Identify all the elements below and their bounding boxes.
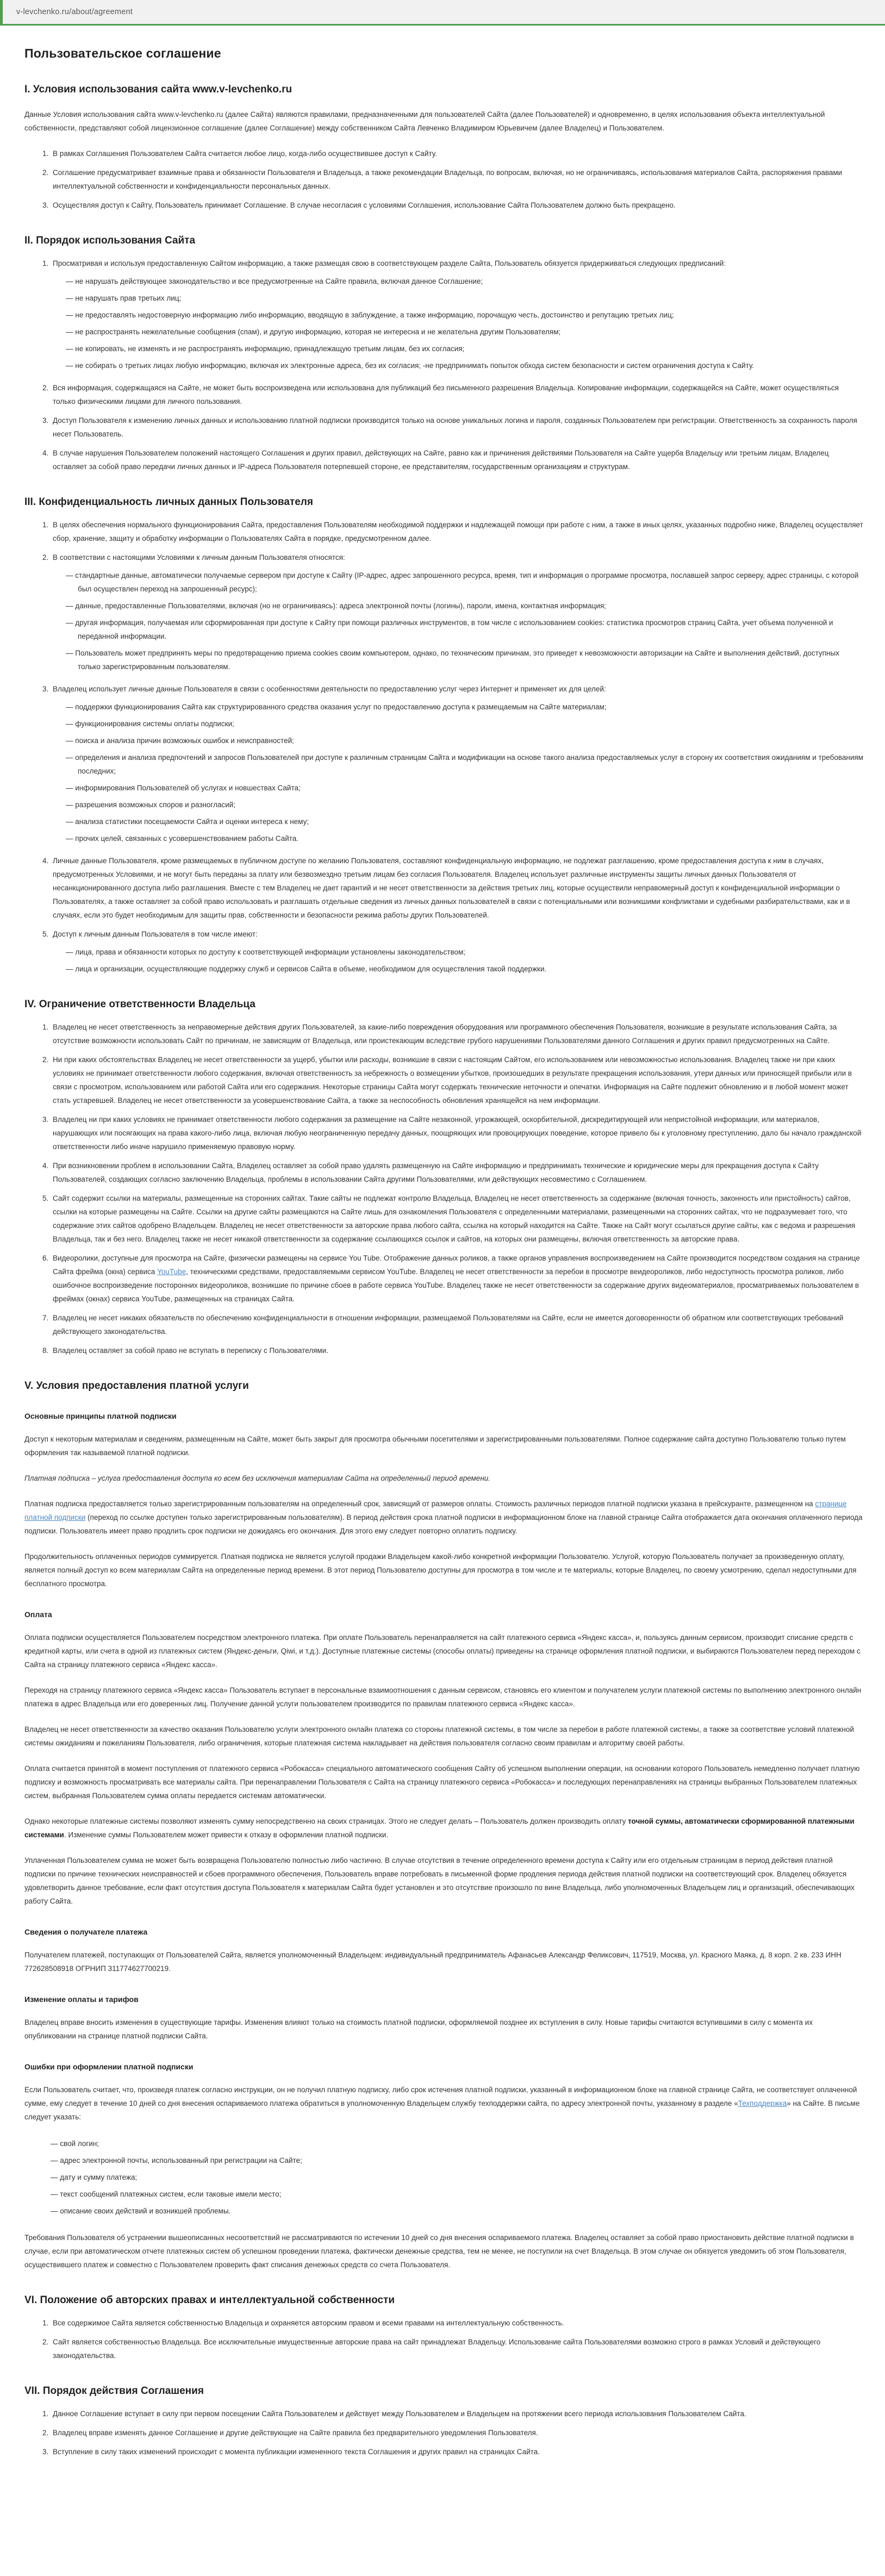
dash-list-item [51,2204,863,2218]
text-run: Получателем платежей, поступающих от Пользователей Сайта, является уполномоченный Владельцем: индивидуальный предприниматель Афанасьев Александр Феликсович, 117519, Москва, ул. Красного Маяка, д. 8 корп. 2 кв. 233 ИНН 772628508918 ОГРНИП 311774627700219. [24,1951,842,1973]
text-run: Владелец вправе вносить изменения в существующие тарифы. Изменения влияют только на стоимость платной подписки, оформляемой позднее их вступления в силу. Новые тарифы считаются вступившими в силу с момента их опубликовании на странице платной подписки Сайта. [24,2018,813,2040]
dash-list-item [66,781,863,795]
text-run: Вступление в силу таких изменений происходит с момента публикации измененного текста Соглашения и других правил на страницах Сайта. [53,2448,540,2456]
text-run: другая информация, получаемая или сформированная при доступе к Сайту при помощи различных инструментов, в том числе с использованием cookies: статистика просмотров страниц Сайта, учет объема полученной и переданной информации. [75,619,833,640]
dash-list-item [51,2154,863,2167]
text-run: В соответствии с настоящими Условиями к личным данным Пользователя относятся: [53,553,345,562]
dash-list-item [66,962,863,976]
text-run: Вся информация, содержащаяся на Сайте, не может быть воспроизведена или использована для публикаций без письменного разрешения Владельца. Копирование информации, содержащейся на Сайте, может осуществляться только физическими лицами для личного пользования. [53,384,839,406]
numbered-list-item [51,1159,863,1186]
text-run: не копировать, не изменять и не распространять информацию, принадлежащую третьим лицам, без их согласия; [75,345,465,353]
dash-list-item [66,717,863,731]
paragraph [24,1814,863,1842]
numbered-list-item [51,682,863,845]
text-run: функционирования системы оплаты подписки; [75,720,234,728]
text-run: Владелец вправе изменять данное Соглашение и другие действующие на Сайте правила без предварительного уведомления Пользователя. [53,2429,538,2437]
paragraph [24,2016,863,2043]
text-run: поиска и анализа причин возможных ошибок и неисправностей; [75,737,294,745]
paragraph [24,1854,863,1908]
paragraph [24,1471,863,1485]
dash-list [53,569,863,673]
tab-accent-stripe [0,0,3,24]
browser-chrome [0,0,885,26]
dash-list [24,2137,863,2218]
text-run: Соглашение предусматривает взаимные права и обязанности Пользователя и Владельца, а также рекомендации Владельца, по вопросам, включая, но не ограничиваясь, использования материалов Сайта, распоряжения правами интеллектуальной собственности и конфиденциальности персональных данных. [53,169,843,190]
paragraph [24,1723,863,1750]
page-title: Пользовательское соглашение [24,46,221,60]
numbered-list-item [51,1311,863,1338]
dash-list-item [66,308,863,322]
paragraph [24,1631,863,1671]
dash-list-item [66,815,863,828]
text-run: Пользователь может предпринять меры по предотвращению приема cookies своим компьютером, однако, по техническим причинам, это приведет к невозможности авторизации на Сайте и выполнения действий, доступных только зарегистрированным пользователям. [75,649,839,671]
text-run: Переходя на страницу платежного сервиса «Яндекс касса» Пользователь вступает в персональные взаимоотношения с данным сервисом, становясь его клиентом и получателем услуги платежной системы по выполнению электронного онлайн платежа в адрес Владельца или его доверенных лиц. Получение данной услуги пользователем производится по правилам платежного сервиса «Яндекс касса». [24,1686,862,1708]
section-heading: V. Условия предоставления платной услуги [24,1380,249,1392]
dash-list-item [66,751,863,778]
numbered-list-item [51,147,863,160]
subsection-heading: Изменение оплаты и тарифов [24,1995,139,2004]
numbered-list [24,1020,863,1357]
numbered-list-item [51,1344,863,1357]
section-heading: VI. Положение об авторских правах и интеллектуальной собственности [24,2294,395,2306]
text-run: Владелец использует личные данные Пользователя в связи с особенностями деятельности по предоставлению услуг через Интернет и применяет их для целей: [53,685,606,693]
dash-list-item [51,2187,863,2201]
section-heading: VII. Порядок действия Соглашения [24,2385,204,2397]
subsection-heading: Сведения о получателе платежа [24,1928,148,1936]
dash-list-item [66,291,863,305]
paragraph [24,108,863,135]
numbered-list [24,2407,863,2459]
numbered-list-item [51,1192,863,1246]
subsection-heading: Ошибки при оформлении платной подписки [24,2062,194,2071]
dash-list-item [51,2170,863,2184]
dash-list-item [51,2137,863,2150]
text-run: При возникновении проблем в использовании Сайта, Владелец оставляет за собой право удалять размещенную на Сайте информацию и предпринимать технические и юридические меры для прекращения доступа к Сайту Пользователей, создающих согласно заключению Владельца, проблемы в использовании Сайта другими Пользователями, или действующих несовместимо с Соглашением. [53,1162,819,1183]
loading-accent-line [0,24,885,26]
text-run: поддержки функционирования Сайта как структурированного средства оказания услуг по предоставлению доступа к размещаемым на Сайте материалам; [75,703,607,711]
section-heading: II. Порядок использования Сайта [24,235,196,246]
text-run: адрес электронной почты, использованный при регистрации на Сайте; [60,2156,302,2165]
numbered-list-item [51,1113,863,1153]
text-run: Владелец оставляет за собой право не вступать в переписку с Пользователями. [53,1346,328,1355]
text-run: Личные данные Пользователя, кроме размещаемых в публичном доступе по желанию Пользователя, составляют конфиденциальную информацию, не подлежат разглашению, кроме предоставления доступа к ним в случаях, предусмотренных Условиями, и не могут быть переданы за плату или безвозмездно третьим лицам без согласия Пользователя. Владелец использует различные инструменты защиты личных данных Пользователя от несанкционированного доступа либо разглашения. Вместе с тем Владелец не дает гарантий и не несет ответственности за действия третьих лиц, которые осуществили неправомерный доступ к конфиденциальной информации о Пользователях, а также оставляет за собой право использовать и разглашать отдельные сведения из личных данных пользователей в связи с потенциальными или возникшими конфликтами и судебными разбирательствами, как и в случаях, если это будет необходимым для защиты прав, собственности и безопасности режима работы других Пользователей. [53,857,850,919]
numbered-list-item [51,2426,863,2440]
numbered-list-item [51,1251,863,1306]
paragraph [24,1432,863,1459]
text-run: , техническими средствами, предоставляемыми сервисом YouTube. Владелец не несет ответственности за перебои в просмотре веидеороликов, либо недоступность просмотра роликов, либо ошибочное воспроизведение посторонних видеороликов, возникшие по причине сбоев в работе сервиса YouTube. Владелец также не несет ответственности за содержание других видеоматериалов, просматриваемых пользователем в фреймах (окнах) сервиса YouTube, размещенных на страницах Сайта. [53,1268,859,1303]
text-run: прочих целей, связанных с усовершенствованием работы Сайта. [75,834,299,843]
text-run: Видеоролики, доступные для просмотра на Сайте, физически размещены на сервисе You Tube. Отображение данных роликов, а также органов управления воспроизведением на Сайте производится посредством создания на странице Сайта фрейма (окна) сервиса [53,1254,860,1276]
paragraph [24,1683,863,1711]
numbered-list-item [51,166,863,193]
text-run: информирования Пользователей об услугах и новшествах Сайта; [75,784,301,792]
paragraph [24,1762,863,1802]
text-run: Если Пользователь считает, что, произведя платеж согласно инструкции, он не получил платную подписку, либо срок истечения платной подписки, указанный в информационном блоке на главной странице Сайта, не соответствует оплаченной сумме, ему следует в течение 10 дней со дня внесения оспариваемого платежа обратиться в уполномоченную Владельцем службу техподдержки сайта, по адресу электронной почты, указанному в разделе « [24,2086,857,2107]
section-heading: I. Условия использования сайта www.v-levchenko.ru [24,84,292,95]
numbered-list-item [51,414,863,441]
subsection-heading: Оплата [24,1610,52,1619]
text-run: лица и организации, осуществляющие поддержку служб и сервисов Сайта в объеме, необходимом для осуществления такой поддержки. [75,965,547,973]
text-run: Платная подписка предоставляется только зарегистрированным пользователям на определенный срок, зависящий от размеров оплаты. Стоимость различных периодов платной подписки указана в прейскуранте, размещенном на [24,1500,815,1508]
text-run: дату и сумму платежа; [60,2173,138,2181]
numbered-list-item [51,1053,863,1107]
numbered-list [24,257,863,473]
text-run: описание своих действий и возникшей проблемы. [60,2207,231,2215]
document-body [24,84,863,2459]
inline-link[interactable]: YouTube [157,1268,186,1276]
numbered-list-item [51,2335,863,2362]
text-run: Владелец не несет ответственности за качество оказания Пользователю услуги электронного онлайн платежа со стороны платежной системы, в том числе за перебои в работе платежной системы, а также за соответствие условий платежной системы ожиданиям и пожеланиям Пользователя, либо ограничения, которые платежная система накладывает на действия пользователя согласно своим правилам и алгоритму своей работы. [24,1725,854,1747]
text-run: Оплата считается принятой в момент поступления от платежного сервиса «Робокасса» специального автоматического сообщения Сайту об успешном выполнении операции, на основании которого Пользователь немедленно получает платную подписку и возможность просматривать все материалы сайта. При перенаправлении Пользователя с Сайта на страницу платежного сервиса «Робокасса» и последующих перенаправлениях на страницы выбранных Пользователем платежных систем, выбранная Пользователем сумма оплаты передается системам автоматически. [24,1764,860,1800]
text-run: Уплаченная Пользователем сумма не может быть возвращена Пользователю полностью либо частично. В случае отсутствия в течение определенного времени доступа к Сайту или его отдельным страницам в период действия платной подписки по причине технических неисправностей и сбоев программного обеспечения, Пользователь вправе потребовать в письменной форме продления периода действия платной подписки на соответствующий срок. Владелец обязуется удовлетворить данное требование, если факт отсутствия доступа Пользователя к материалам Сайта будет установлен и это отсутствие произошло по вине Владельца, либо уполномоченных Владельцем лиц и организаций, обеспечивающих работу Сайта. [24,1856,855,1905]
text-run: стандартные данные, автоматически получаемые сервером при доступе к Сайту (IP-адрес, адрес запрошенного ресурса, время, тип и информация о программе просмотра, пославшей запрос серверу, адрес страницы, с которой был осуществлен переход на запрошенный ресурс); [75,571,859,593]
text-run: не нарушать действующее законодательство и все предусмотренные на Сайте правила, включая данное Соглашение; [75,277,483,285]
dash-list-item [66,832,863,845]
text-run: лица, права и обязанности которых по доступу к соответствующей информации установлены законодательством; [75,948,466,956]
paragraph [24,2231,863,2272]
text-run: Оплата подписки осуществляется Пользователем посредством электронного платежа. При оплате Пользователь перенаправляется на сайт платежного сервиса «Яндекс касса», и, пользуясь данным сервисом, производит списание средств с кредитной карты, или счета в одной из платежных систем (Яндекс-деньги, Qiwi, и т.д.). Доступные платежные системы (способы оплаты) приведены на странице оформления платной подписки, и выбираются Пользователем перед переходом с Сайта на страницу платежного сервиса «Яндекс касса». [24,1633,861,1669]
numbered-list [24,147,863,212]
numbered-list-item [51,551,863,673]
dash-list-item [66,646,863,673]
dash-list [53,275,863,372]
numbered-list-item [51,2407,863,2421]
numbered-list-item [51,2445,863,2459]
text-run: Продолжительность оплаченных периодов суммируется. Платная подписка не является услугой продажи Владельцем какой-либо конкретной информации Пользователю. Услугой, которую Пользователь получает за произведенную оплату, является полный доступ ко всем материалам Сайта на определенные период времени. В этот период Пользователю доступны для просмотра в том числе и те материалы, которые Владелец, по своему усмотрению, сделал недоступными для бесплатного просмотра. [24,1552,857,1588]
text-run: не предоставлять недостоверную информацию либо информацию, вводящую в заблуждение, а также информацию, порочащую честь, достоинство и репутацию третьих лиц; [75,311,674,319]
text-run: Просматривая и используя предоставленную Сайтом информацию, а также размещая свою в соответствующем разделе Сайта, Пользователь обязуется придерживаться следующих предписаний: [53,259,726,267]
text-run: В случае нарушения Пользователем положений настоящего Соглашения и других правил, действующих на Сайте, равно как и причинения действиями Пользователя на Сайте ущерба Владельцу или третьим лицам, Владелец оставляет за собой право передачи личных данных и IP-адреса Пользователя потерпевшей стороне, ее представителям, государственным организациям и структурам. [53,449,829,471]
text-run: текст сообщений платежных систем, если таковые имели место; [60,2190,282,2198]
text-run: Сайт содержит ссылки на материалы, размещенные на сторонних сайтах. Такие сайты не подлежат контролю Владельца, Владелец не несет ответственность за содержание (включая точность, законность или пристойность) сайтов, ссылки на которые размещены на Сайте. Ссылки на другие сайты размещаются на Сайте лишь для ознакомления Пользователя с определенными материалами, размещенными на сторонних сайтах, что не подразумевает того, что содержание этих сайтов одобрено Владельцем. Владелец не несет ответственности за авторские права любого сайта, ссылка на который находится на Сайте. Также на Сайт могут ссылаться другие сайты, как с ведома и разрешения Владельца, так и без него. Владелец также не несет никакой ответственности за содержание ссылающихся ссылок и сайтов, на которых они размещены, включая ответственность за авторские права. [53,1194,856,1243]
dash-list-item [66,798,863,812]
paragraph [24,2083,863,2124]
paragraph [24,1550,863,1590]
dash-list-item [66,359,863,372]
section-heading: IV. Ограничение ответственности Владельца [24,999,255,1010]
dash-list-item [66,599,863,613]
numbered-list-item [51,927,863,976]
text-run: Владелец не несет никаких обязательств по обеспечению конфиденциальности в отношении информации, размещаемой Пользователями на Сайте, если не имеется договоренности об обратном или соответствующих требований действующего законодательства. [53,1314,844,1336]
dash-list-item [66,569,863,596]
text-run: свой логин; [60,2140,99,2148]
text-run: не нарушать прав третьих лиц; [75,294,182,302]
text-run: Владелец не несет ответственность за неправомерные действия других Пользователей, за какие-либо повреждения оборудования или программного обеспечения Пользователя, возникшие в результате использования Сайта, за отсутствие возможности использовать Сайт по причинам, не зависящим от Владельца, или проистекающим вследствие грубого нарушениями Пользователями данного Соглашения и других правил предусмотренных на Сайте. [53,1023,837,1045]
url-text: v-levchenko.ru/about/agreement [16,8,133,16]
paragraph [24,1497,863,1538]
numbered-list [24,2316,863,2362]
text-run: Доступ к личным данным Пользователя в том числе имеют: [53,930,258,938]
text-run: разрешения возможных споров и разногласий; [75,801,236,809]
text-run: Сайт является собственностью Владельца. Все исключительные имущественные авторские права на сайт принадлежат Владельцу. Использование сайта Пользователями возможно строго в рамках Условий и действующего законодательства. [53,2338,821,2360]
subsection-heading: Основные принципы платной подписки [24,1412,177,1420]
text-run: анализа статистики посещаемости Сайта и оценки интереса к нему; [75,818,309,826]
text-run: Однако некоторые платежные системы позволяют изменять сумму непосредственно на своих страницах. Этого не следует делать – Пользователь должен производить оплату [24,1817,628,1825]
text-run: Все содержимое Сайта является собственностью Владельца и охраняется авторским правом и всеми правами на интеллектуальную собственность. [53,2319,564,2327]
url-bar[interactable] [0,0,885,24]
section-heading: III. Конфиденциальность личных данных Пользователя [24,496,313,508]
text-run: данные, предоставленные Пользователями, включая (но не ограничиваясь): адреса электронной почты (логины), пароли, имена, контактная информация; [75,602,606,610]
numbered-list-item [51,1020,863,1047]
inline-link[interactable]: странице платной подписки [24,1500,847,1521]
numbered-list-item [51,854,863,922]
numbered-list-item [51,446,863,473]
numbered-list-item [51,198,863,212]
text-run: Ни при каких обстоятельствах Владелец не несет ответственности за ущерб, убытки или расходы, возникшие в связи с настоящим Сайтом, его использованием или невозможностью использования. Владелец также ни при каких условиях не принимает ответственности любого содержания, включая ответственность за небрежность о возмещении убытков, произошедших в результате прекращения использования, утери данных или приносящей прибыли или в связи с просмотром, использованием или работой Сайта или его содержания. Некоторые страницы Сайта могут содержать технические неточности и опечатки. Информация на Сайте подлежит обновлению и в любой момент может стать устаревшей. Владелец не несет ответственности за усовершенствование Сайта, а также за неспособность обновления хранящейся на нем информации. [53,1056,852,1105]
numbered-list-item [51,518,863,545]
text-run: Доступ к некоторым материалам и сведениям, размещенным на Сайте, может быть закрыт для просмотра обычными посетителями и зарегистрированными пользователями. Полное содержание сайта доступно Пользователю только путем оформления так называемой платной подписки. [24,1435,846,1457]
text-run: Осуществляя доступ к Сайту, Пользователь принимает Соглашение. В случае несогласия с условиями Соглашения, использование Сайта Пользователем должно быть прекращено. [53,201,676,209]
text-run: Платная подписка – услуга предоставления доступа ко всем без исключения материалам Сайта на определенный период времени. [24,1474,491,1482]
text-run: . Изменение суммы Пользователем может привести к отказу в оформлении платной подписки. [64,1831,389,1839]
numbered-list-item [51,257,863,372]
dash-list [53,945,863,976]
text-run: В рамках Соглашения Пользователем Сайта считается любое лицо, когда-либо осуществившее доступ к Сайту. [53,149,437,158]
text-run: определения и анализа предпочтений и запросов Пользователей при доступе к различным страницам Сайта и модификации на основе такого анализа предоставляемых услуг в сторону их соответствия ожиданиям и требованиям последних; [75,753,863,775]
dash-list-item [66,342,863,355]
dash-list [53,700,863,845]
dash-list-item [66,616,863,643]
numbered-list-item [51,2316,863,2330]
text-run: Требования Пользователя об устранении вышеописанных несоответствий не рассматриваются по истечении 10 дней со дня внесения оспариваемого платежа. Владелец оставляет за собой право приостановить действие платной подписки в случае, если при автоматическом отчете платежных систем об успешном проведении платежа, фактически денежные средства, тем не менее, не поступили на счет Владельца. В этом случае он обязуется уведомить об этом Пользователя, осуществившего платеж и совместно с Пользователем проверить факт списания денежных средств со счета Пользователя. [24,2234,854,2269]
text-run: В целях обеспечения нормального функционирования Сайта, предоставления Пользователям необходимой поддержки и надлежащей помощи при работе с ним, а также в иных целях, указанных подробно ниже, Владелец осуществляет сбор, хранение, защиту и обработку информации о Пользователях Сайта в порядке, предусмотренном далее. [53,521,863,542]
agreement-page [0,26,885,2501]
text-run: Данное Соглашение вступает в силу при первом посещении Сайта Пользователем и действует между Пользователем и Владельцем на протяжении всего периода использования Пользователем Сайта. [53,2410,746,2418]
text-run: » на Сайте. В письме следует указать: [24,2099,860,2121]
dash-list-item [66,945,863,959]
text-run: не собирать о третьих лицах любую информацию, включая их электронные адреса, без их согласия; -не предпринимать попыток обхода систем безопасности и систем ограничения доступа к Сайту. [75,361,755,370]
numbered-list [24,518,863,976]
text-run: не распространять нежелательные сообщения (спам), и другую информацию, которая не интересна и не желательна другим Пользователям; [75,328,561,336]
text-run: (переход по ссылке доступен только зарегистрированным пользователям). В период действия срока платной подписки в информационном блоке на главной странице Сайта отображается дата окончания оплаченного периода подписки. Пользователь имеет право продлить срок подписки не дожидаясь его окончания. Для этого ему следует повторно оплатить подписку. [24,1513,863,1535]
dash-list-item [66,275,863,288]
paragraph [24,1948,863,1975]
inline-link[interactable]: Техподдержка [738,2099,787,2107]
dash-list-item [66,325,863,339]
text-run: Данные Условия использования сайта www.v-levchenko.ru (далее Сайта) являются правилами, предназначенными для пользователей Сайта (далее Пользователей) и одновременно, в целях использования объекта интеллектуальной собственности, представляют собой лицензионное соглашение (далее Соглашение) между собственником Сайта Левченко Владимиром Юрьевичем (далее Владелец) и Пользователем. [24,110,825,132]
text-run: Владелец ни при каких условиях не принимает ответственности любого содержания за размещение на Сайте незаконной, угрожающей, оскорбительной, дискредитирующей или непристойной информации, или материалов, нарушающих или посягающих на права какого-либо лица, включая любую неограниченную передачу данных, поощряющих или провоцирующих поведение, которое привело бы к уголовному преступлению, дало бы начало гражданской ответственности либо иначе нарушило применяемую правовую норму. [53,1115,862,1151]
numbered-list-item [51,381,863,408]
bold-text: точной суммы, автоматически сформированной платежными системами [24,1817,855,1839]
dash-list-item [66,700,863,714]
dash-list-item [66,734,863,747]
text-run: Доступ Пользователя к изменению личных данных и использованию платной подписки производится только на основе уникальных логина и пароля, созданных Пользователем при регистрации. Ответственность за сохранность пароля несет Пользователь. [53,416,857,438]
